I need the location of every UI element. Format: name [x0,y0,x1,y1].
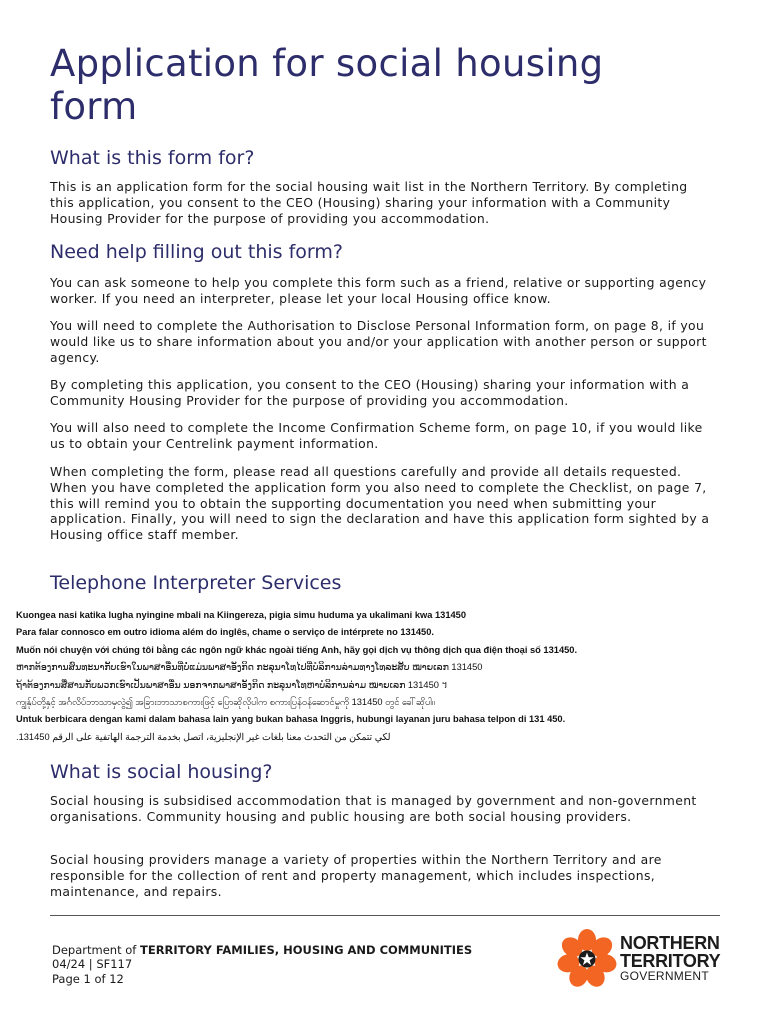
paragraph-social-2: Social housing providers manage a variety of properties within the Northern Territory and are responsible for the collection of rent and property management, which includes inspections, maintenance, and repairs. [50,852,662,899]
logo-text-northern: NORTHERN [620,933,720,953]
footer-department [52,943,472,957]
heading-form-purpose: What is this form for? [50,147,255,169]
interpreter-line-vietnamese: Muốn nói chuyện với chúng tôi bằng các ngôn ngữ khác ngoài tiếng Anh, hãy gọi dịch vụ thông dịch qua điện thoại số 131450. [16,644,578,655]
page-title: Application for social housing form [50,42,604,128]
heading-need-help: Need help filling out this form? [50,241,343,263]
paragraph-help-4: You will also need to complete the Income Confirmation Scheme form, on page 10, if you would like us to obtain your Centrelink payment information. [50,420,703,451]
footer-dept-prefix: Department of [52,943,140,957]
footer-page-number: Page 1 of 12 [52,971,124,986]
footer-dept-name: TERRITORY FAMILIES, HOUSING AND COMMUNITIES [140,943,473,957]
paragraph-help-5: When completing the form, please read all questions carefully and provide all details requested. When you have completed the application form you also need to complete the Checklist, on page 7, this will remind you to obtain the supporting documentation you need when submitting your application. Finally, you will need to sign the declaration and have this application form sighted by a Housing office staff member. [50,464,710,543]
interpreter-line-burmese: ကျွန်ုပ်တို့နှင့် အင်္ဂလိပ်ဘာသာမှလွဲ၍ အခြားဘာသာစကားဖြင့် ပြောဆိုလိုပါက စကားပြန်ဝန်ဆောင်မှုကို 131450 တွင် ခေါ်ဆိုပါ။ [16,697,435,708]
logo-text-territory: TERRITORY [620,951,721,971]
paragraph-help-1: You can ask someone to help you complete this form such as a friend, relative or supporting agency worker. If you need an interpreter, please let your local Housing office know. [50,275,707,306]
footer-info [52,943,472,986]
interpreter-line-arabic: لكي تتمكن من التحدث معنا بلغات غير الإنجليزية، اتصل بخدمة الترجمة الهاتفية على الرقم 131450. [16,731,391,742]
nt-government-logo [556,928,724,990]
heading-social-housing: What is social housing? [50,761,273,783]
paragraph-form-purpose: This is an application form for the social housing wait list in the Northern Territory. By completing this application, you consent to the CEO (Housing) sharing your information with a Community Housing Provider for the purpose of providing you accommodation. [50,179,688,226]
logo-text-government: GOVERNMENT [620,969,710,983]
interpreter-line-indonesian: Untuk berbicara dengan kami dalam bahasa lain yang bukan bahasa Inggris, hubungi layanan juru bahasa telpon di 131 450. [16,714,566,725]
interpreter-line-lao: ຫາກຕ້ອງການສົນທະນາກັບເຮົາໃນພາສາອື່ນທີ່ບໍ່ແມ່ນພາສາອັງກິດ ກະລຸນາໂທໄປທີ່ບໍລິການລ່າມທາງໂທລະສັບ ໝາຍເລກ 131450 [16,662,483,673]
footer-form-code: 04/24 | SF117 [52,957,133,972]
paragraph-help-2: You will need to complete the Authorisation to Disclose Personal Information form, on page 8, if you would like us to share information about you and/or your application with another person or support agency. [50,318,707,365]
interpreter-line-portuguese: Para falar connosco em outro idioma além do inglês, chame o serviço de intérprete no 131450. [16,627,434,638]
footer-divider [50,915,720,916]
desert-rose-icon [556,928,618,990]
interpreter-line-khmer: ຖ້າຕ້ອງການສື່ສານກັບພວກເຮົາເປັນພາສາອື່ນ ນອກຈາກພາສາອັງກິດ ກະລຸນາໂທຫາບໍລິການລ່າມ ໝາຍເລກ 131450 ។ [16,679,448,690]
paragraph-social-1: Social housing is subsidised accommodation that is managed by government and non-government organisations. Community housing and public housing are both social housing providers. [50,793,697,824]
interpreter-languages-block [16,607,656,746]
interpreter-line-swahili: Kuongea nasi katika lugha nyingine mbali na Kiingereza, pigia simu huduma ya ukalimani kwa 131450 [16,610,467,620]
paragraph-help-3: By completing this application, you consent to the CEO (Housing) sharing your information with a Community Housing Provider for the purpose of providing you accommodation. [50,377,690,408]
heading-interpreter: Telephone Interpreter Services [50,572,342,594]
